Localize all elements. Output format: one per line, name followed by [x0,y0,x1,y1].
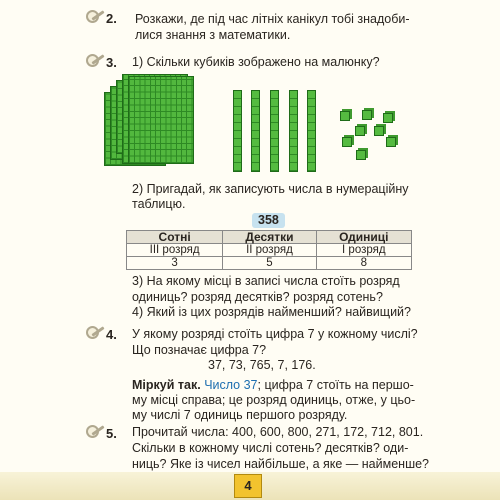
table-rank-1: І розряд [316,244,411,257]
key-icon [86,326,106,338]
exercise-number-3: 3. [106,55,117,70]
exercise-4-hint-line-3: му числі 7 одиниць першого розряду. [132,408,348,422]
exercise-4-hint-line-1 [132,378,414,393]
hint-number: Число 37 [204,378,258,392]
exercise-3-question-2b: таблицю. [132,197,186,211]
exercise-2-line-1: Розкажи, де під час літніх канікул тобі знадоби- [135,12,410,26]
table-rank-2: ІІ розряд [223,244,316,257]
exercise-4-numbers: 37, 73, 765, 7, 176. [208,358,316,372]
exercise-3-question-3b: одиниць? розряд десятків? розряд сотень? [132,290,383,304]
exercise-3-question-3a: 3) На якому місці в записі числа стоїть розряд [132,274,400,288]
exercise-5-line-1: Прочитай числа: 400, 600, 800, 271, 172, 712, 801. [132,425,424,439]
table-rank-3: ІІІ розряд [127,244,223,257]
exercise-4-line-2: Що позначає цифра 7? [132,343,267,357]
table-value-units: 8 [316,257,411,270]
exercise-4-hint-line-2: му місці справа; це розряд одиниць, отже, у цьо- [132,393,416,407]
exercise-3-question-2a: 2) Пригадай, як записують числа в нумераційну [132,182,409,196]
exercise-4-line-1: У якому розряді стоїть цифра 7 у кожному числі? [132,327,418,341]
table-value-hundreds: 3 [127,257,223,270]
exercise-3-question-4: 4) Який із цих розрядів найменший? найвищий? [132,305,411,319]
exercise-number-5: 5. [106,426,117,441]
exercise-5-line-3: ниць? Яке із чисел найбільше, а яке — найменше? [132,457,429,471]
table-header-hundreds: Сотні [127,231,223,244]
table-header-units: Одиниці [316,231,411,244]
exercise-number-2: 2. [106,11,117,26]
exercise-5-line-2: Скільки в кожному числі сотень? десятків? оди- [132,441,409,455]
table-value-tens: 5 [223,257,316,270]
number-badge-358: 358 [252,213,285,228]
key-icon [86,54,106,66]
place-value-table [126,230,412,270]
hint-label: Міркуй так. [132,378,201,392]
page-number: 4 [234,474,262,498]
hint-text-1: ; цифра 7 стоїть на першо- [257,378,414,392]
key-icon [86,425,106,437]
key-icon [86,10,106,22]
table-header-tens: Десятки [223,231,316,244]
exercise-3-question-1: 1) Скільки кубиків зображено на малюнку? [132,55,380,69]
exercise-2-line-2: лися знання з математики. [135,28,291,42]
exercise-number-4: 4. [106,327,117,342]
